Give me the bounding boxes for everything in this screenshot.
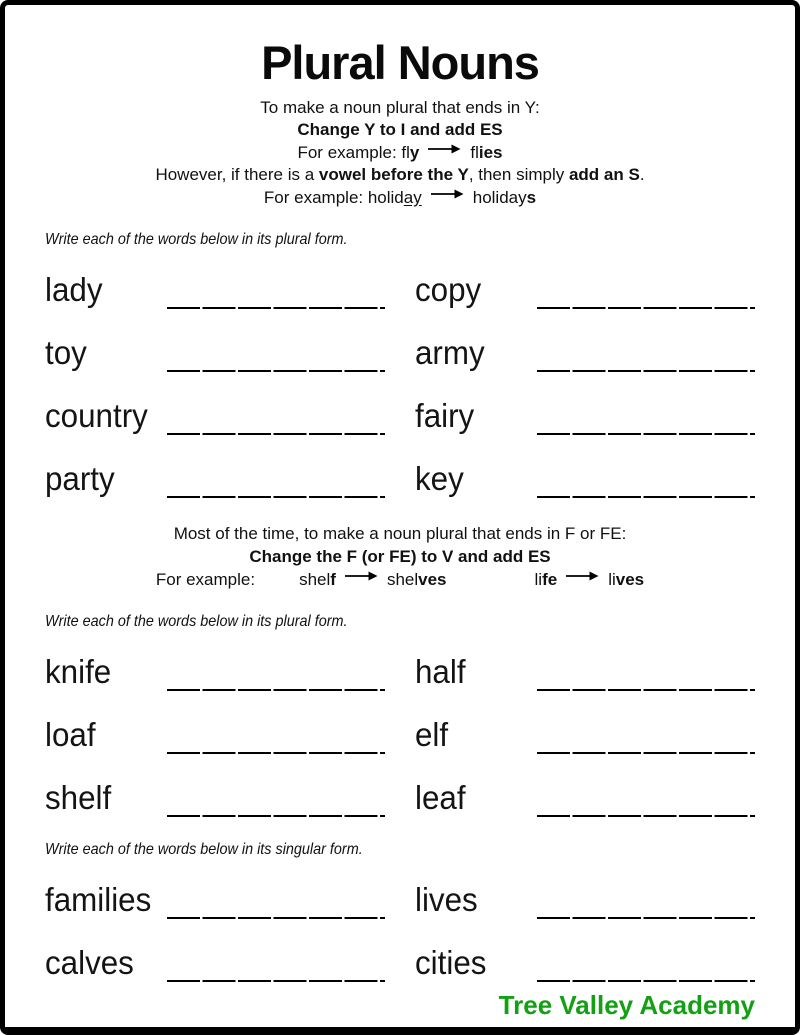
directive-singular: Write each of the words below in its singular form.	[45, 841, 363, 859]
answer-blank	[167, 815, 385, 818]
word-label: fairy	[415, 397, 475, 435]
word-row	[45, 777, 755, 818]
directive-plural-2: Write each of the words below in its plural form.	[45, 613, 348, 631]
word-list-singular	[45, 879, 755, 983]
rule-y-intro: To make a noun plural that ends in Y:	[260, 97, 540, 117]
answer-blank	[537, 307, 755, 310]
answer-blank	[167, 496, 385, 499]
word-label: shelf	[45, 779, 112, 817]
rule-y-example-fly: For example: fly flies	[297, 142, 503, 162]
arrow-right-icon	[566, 570, 599, 582]
word-label: copy	[415, 271, 482, 309]
word-label: army	[415, 334, 485, 372]
word-row	[45, 395, 755, 436]
answer-blank	[167, 980, 385, 983]
word-label: lady	[45, 271, 103, 309]
rule-f-intro: Most of the time, to make a noun plural that ends in F or FE:	[173, 524, 627, 544]
answer-blank	[537, 496, 755, 499]
answer-blank	[537, 917, 755, 920]
word-row	[45, 332, 755, 373]
word-label: families	[45, 881, 152, 919]
answer-blank	[167, 689, 385, 692]
word-row	[45, 458, 755, 499]
word-row	[45, 651, 755, 692]
directive-plural-1: Write each of the words below in its plural form.	[45, 231, 348, 249]
rule-f-example: For example: shelf shelves life lives	[155, 570, 645, 590]
word-list-y	[45, 269, 755, 499]
answer-blank	[167, 752, 385, 755]
word-label: half	[415, 653, 466, 691]
answer-blank	[537, 980, 755, 983]
answer-blank	[537, 433, 755, 436]
arrow-right-icon	[345, 570, 378, 582]
brand-footer	[45, 991, 755, 1019]
word-label: knife	[45, 653, 112, 691]
word-label: elf	[415, 716, 449, 754]
word-row	[45, 942, 755, 983]
word-list-f	[45, 651, 755, 818]
rule-block-f	[45, 522, 755, 591]
word-label: leaf	[415, 779, 466, 817]
word-row	[45, 714, 755, 755]
answer-blank	[167, 433, 385, 436]
arrow-right-icon	[428, 143, 461, 155]
word-label: party	[45, 460, 115, 498]
brand-name: Tree Valley Academy	[498, 990, 755, 1021]
answer-blank	[537, 370, 755, 373]
word-label: calves	[45, 944, 134, 982]
word-label: loaf	[45, 716, 96, 754]
word-label: toy	[45, 334, 87, 372]
answer-blank	[167, 307, 385, 310]
word-label: key	[415, 460, 464, 498]
word-label: country	[45, 397, 148, 435]
rule-block-y	[45, 97, 755, 210]
word-row	[45, 879, 755, 920]
answer-blank	[167, 917, 385, 920]
rule-y-example-holiday: For example: holiday holidays	[263, 187, 537, 207]
answer-blank	[537, 752, 755, 755]
rule-y-however: However, if there is a vowel before the Y, then simply add an S.	[155, 165, 645, 185]
answer-blank	[537, 689, 755, 692]
arrow-right-icon	[431, 188, 464, 200]
rule-f-bold: Change the F (or FE) to V and add ES	[249, 547, 551, 567]
page-title: Plural Nouns	[261, 36, 539, 89]
word-row	[45, 269, 755, 310]
answer-blank	[167, 370, 385, 373]
word-label: cities	[415, 944, 487, 982]
answer-blank	[537, 815, 755, 818]
rule-y-bold: Change Y to I and add ES	[297, 120, 503, 140]
word-label: lives	[415, 881, 478, 919]
